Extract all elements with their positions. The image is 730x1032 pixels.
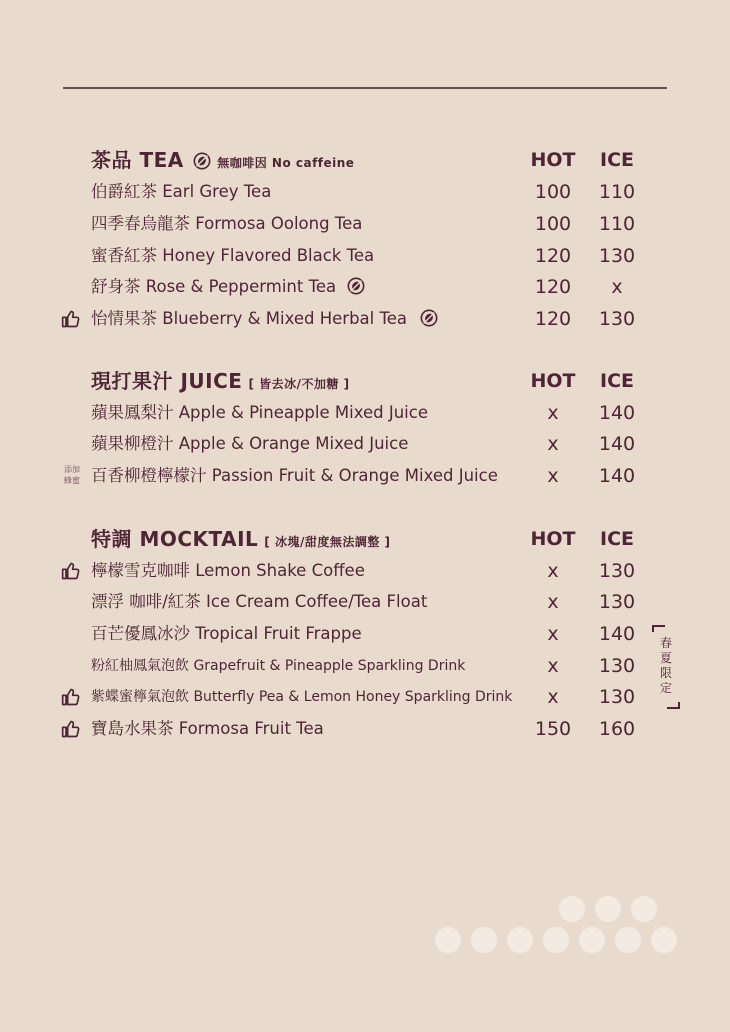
hot-price: x <box>547 655 559 677</box>
dot <box>651 927 677 953</box>
tea-hot-header: HOT <box>530 149 576 171</box>
menu-row <box>0 304 730 334</box>
item-name: 粉紅柚鳳氣泡飲 Grapefruit & Pineapple Sparkling Drink <box>91 658 466 674</box>
hot-price: 120 <box>534 308 572 330</box>
dot <box>435 927 461 953</box>
tea-title: 茶品 TEA <box>91 148 184 172</box>
ice-price: 140 <box>598 433 636 455</box>
seasonal-label <box>651 624 681 710</box>
ice-price: 140 <box>598 623 636 645</box>
thumbs-up-icon <box>61 309 81 329</box>
thumbs-up-icon <box>61 687 81 707</box>
mocktail-ice-header: ICE <box>600 528 634 550</box>
item-name: 檸檬雪克咖啡 Lemon Shake Coffee <box>91 561 365 580</box>
hot-price: x <box>547 560 559 582</box>
item-name: 怡情果茶 Blueberry & Mixed Herbal Tea <box>91 309 408 328</box>
ice-price: 130 <box>598 245 636 267</box>
tea-note: 無咖啡因 No caffeine <box>217 156 355 170</box>
mocktail-note: [ 冰塊/甜度無法調整 ] <box>264 535 391 549</box>
item-name: 百芒優鳳冰沙 Tropical Fruit Frappe <box>91 624 362 643</box>
ice-price: 110 <box>598 181 636 203</box>
menu-row <box>0 587 730 617</box>
juice-title: 現打果汁 JUICE <box>91 369 243 393</box>
seasonal-text: 春夏限定 <box>659 636 672 695</box>
ice-price: 160 <box>598 718 636 740</box>
menu-row <box>0 177 730 207</box>
mocktail-hot-header: HOT <box>530 528 576 550</box>
ice-price: x <box>611 276 623 298</box>
item-name: 百香柳橙檸檬汁 Passion Fruit & Orange Mixed Juice <box>91 466 498 485</box>
hot-price: x <box>547 465 559 487</box>
thumbs-up-icon <box>61 719 81 739</box>
dot <box>543 927 569 953</box>
menu-row <box>0 619 730 649</box>
ice-price: 110 <box>598 213 636 235</box>
no-caffeine-icon <box>193 152 211 170</box>
hot-price: 150 <box>534 718 572 740</box>
thumbs-up-icon <box>61 561 81 581</box>
item-name: 漂浮 咖啡/紅茶 Ice Cream Coffee/Tea Float <box>91 592 428 611</box>
dot <box>507 927 533 953</box>
juice-ice-header: ICE <box>600 370 634 392</box>
item-name: 紫蝶蜜檸氣泡飲 Butterfly Pea & Lemon Honey Sparkling Drink <box>91 689 513 705</box>
honey-note: 添加 蜂蜜 <box>64 465 80 485</box>
menu-row <box>0 556 730 586</box>
ice-price: 140 <box>598 402 636 424</box>
ice-price: 130 <box>598 686 636 708</box>
item-name: 蜜香紅茶 Honey Flavored Black Tea <box>91 246 375 265</box>
ice-price: 130 <box>598 591 636 613</box>
menu-row <box>0 209 730 239</box>
no-caffeine-icon <box>420 309 438 327</box>
item-name: 蘋果柳橙汁 Apple & Orange Mixed Juice <box>91 434 409 453</box>
item-name: 舒身茶 Rose & Peppermint Tea <box>91 277 337 296</box>
no-caffeine-icon <box>347 277 365 295</box>
hot-price: 120 <box>534 276 572 298</box>
ice-price: 130 <box>598 655 636 677</box>
menu-row <box>0 398 730 428</box>
menu-row <box>0 241 730 271</box>
dot <box>615 927 641 953</box>
hot-price: x <box>547 686 559 708</box>
menu-row <box>0 272 730 302</box>
dot <box>471 927 497 953</box>
menu-row <box>0 429 730 459</box>
menu-row <box>0 651 730 681</box>
item-name: 寶島水果茶 Formosa Fruit Tea <box>91 719 324 738</box>
item-name: 蘋果鳳梨汁 Apple & Pineapple Mixed Juice <box>91 403 428 422</box>
hot-price: x <box>547 591 559 613</box>
dot <box>595 896 621 922</box>
hot-price: x <box>547 623 559 645</box>
menu-row <box>0 461 730 491</box>
juice-note: [ 皆去冰/不加糖 ] <box>248 377 350 391</box>
menu-row <box>0 714 730 744</box>
tea-header <box>0 145 730 175</box>
item-name: 四季春烏龍茶 Formosa Oolong Tea <box>91 214 363 233</box>
top-divider <box>63 87 667 89</box>
mocktail-header <box>0 524 730 554</box>
hot-price: 100 <box>534 181 572 203</box>
juice-hot-header: HOT <box>530 370 576 392</box>
hot-price: 120 <box>534 245 572 267</box>
dot <box>559 896 585 922</box>
menu-row <box>0 682 730 712</box>
tea-ice-header: ICE <box>600 149 634 171</box>
mocktail-title: 特調 MOCKTAIL <box>91 527 259 551</box>
hot-price: x <box>547 402 559 424</box>
ice-price: 140 <box>598 465 636 487</box>
dot <box>631 896 657 922</box>
dot <box>579 927 605 953</box>
item-name: 伯爵紅茶 Earl Grey Tea <box>91 182 272 201</box>
juice-header <box>0 366 730 396</box>
ice-price: 130 <box>598 560 636 582</box>
hot-price: 100 <box>534 213 572 235</box>
hot-price: x <box>547 433 559 455</box>
ice-price: 130 <box>598 308 636 330</box>
